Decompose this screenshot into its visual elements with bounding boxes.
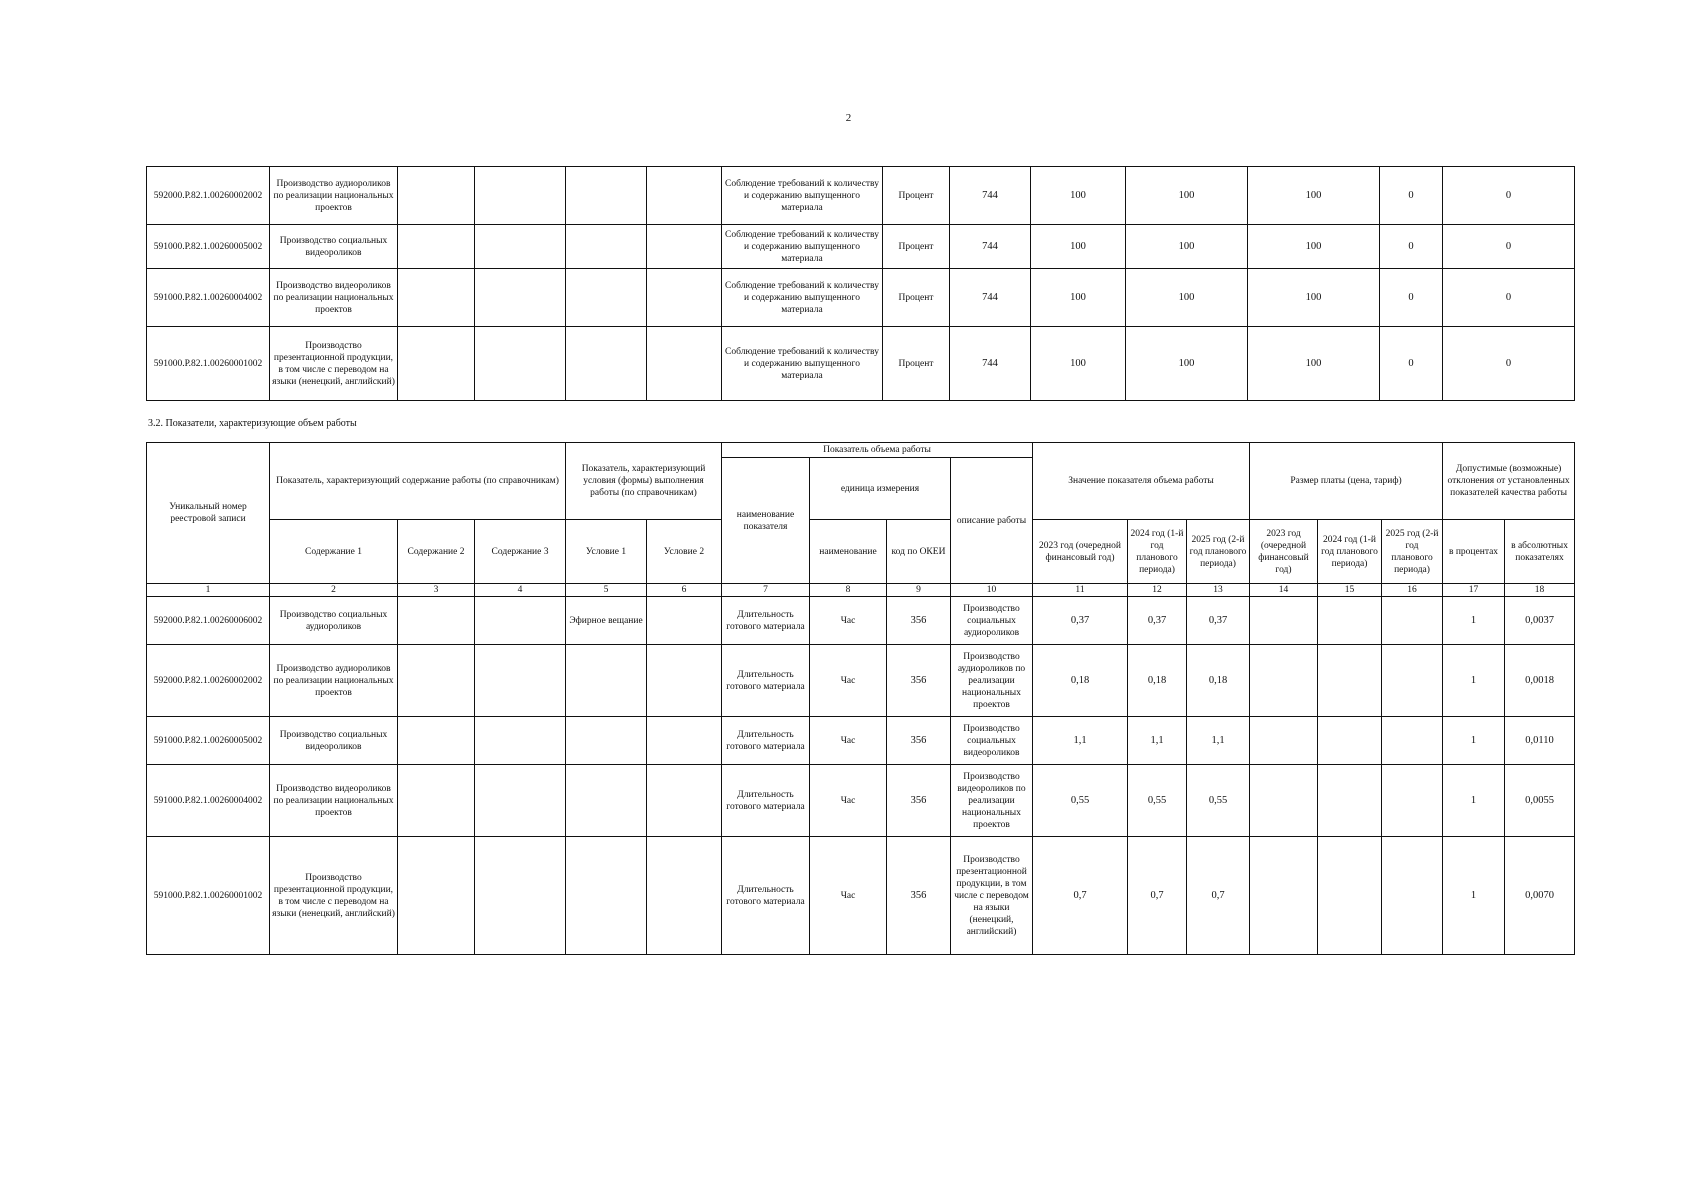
column-number-cell: 8 bbox=[810, 584, 887, 597]
condition1-cell bbox=[566, 765, 647, 837]
table-row bbox=[147, 327, 1575, 401]
deviation-abs-cell: 0 bbox=[1443, 225, 1575, 269]
value-2024-cell: 0,55 bbox=[1128, 765, 1187, 837]
value-2023-cell: 0,7 bbox=[1033, 837, 1128, 955]
work-description-cell: Производство социальных аудиороликов bbox=[951, 597, 1033, 645]
deviation-pct-cell: 1 bbox=[1443, 837, 1505, 955]
empty-cell bbox=[566, 167, 647, 225]
fee-2024-cell bbox=[1318, 717, 1382, 765]
empty-cell bbox=[647, 765, 722, 837]
column-number-cell: 1 bbox=[147, 584, 270, 597]
header-fee2024: 2024 год (1-й год планового периода) bbox=[1318, 520, 1382, 584]
header-condition-group: Показатель, характеризующий условия (формы) выполнения работы (по справочникам) bbox=[566, 443, 722, 520]
column-number-cell: 16 bbox=[1382, 584, 1443, 597]
value-2023-cell: 1,1 bbox=[1033, 717, 1128, 765]
okei-cell: 356 bbox=[887, 717, 951, 765]
table-row bbox=[147, 765, 1575, 837]
registry-code-cell: 591000.Р.82.1.00260005002 bbox=[147, 225, 270, 269]
header-unit-group: единица измерения bbox=[810, 458, 951, 520]
value-2023-cell: 0,37 bbox=[1033, 597, 1128, 645]
fee-2025-cell bbox=[1382, 597, 1443, 645]
value-2023-cell: 100 bbox=[1031, 327, 1126, 401]
column-number-cell: 14 bbox=[1250, 584, 1318, 597]
empty-cell bbox=[398, 645, 475, 717]
content-cell: Производство презентационной продукции, в том числе с переводом на языки (ненецкий, английский) bbox=[270, 837, 398, 955]
fee-2023-cell bbox=[1250, 717, 1318, 765]
deviation-abs-cell: 0,0110 bbox=[1505, 717, 1575, 765]
table-row bbox=[147, 645, 1575, 717]
unit-cell: Час bbox=[810, 597, 887, 645]
okei-cell: 356 bbox=[887, 837, 951, 955]
empty-cell bbox=[398, 717, 475, 765]
value-2023-cell: 100 bbox=[1031, 269, 1126, 327]
fee-2023-cell bbox=[1250, 597, 1318, 645]
header-content3: Содержание 3 bbox=[475, 520, 566, 584]
content-cell: Производство аудиороликов по реализации национальных проектов bbox=[270, 167, 398, 225]
value-2025-cell: 100 bbox=[1248, 225, 1380, 269]
work-description-cell: Производство социальных видеороликов bbox=[951, 717, 1033, 765]
value-2024-cell: 1,1 bbox=[1128, 717, 1187, 765]
value-2025-cell: 100 bbox=[1248, 327, 1380, 401]
work-description-cell: Производство видеороликов по реализации национальных проектов bbox=[951, 765, 1033, 837]
empty-cell bbox=[475, 327, 566, 401]
okei-cell: 356 bbox=[887, 645, 951, 717]
deviation-abs-cell: 0,0070 bbox=[1505, 837, 1575, 955]
indicator-cell: Соблюдение требований к количеству и содержанию выпущенного материала bbox=[722, 167, 883, 225]
fee-2024-cell bbox=[1318, 645, 1382, 717]
empty-cell bbox=[647, 269, 722, 327]
value-2025-cell: 0,7 bbox=[1187, 837, 1250, 955]
unit-cell: Час bbox=[810, 717, 887, 765]
registry-code-cell: 592000.Р.82.1.00260002002 bbox=[147, 645, 270, 717]
value-2024-cell: 100 bbox=[1126, 167, 1248, 225]
unit-cell: Час bbox=[810, 837, 887, 955]
empty-cell bbox=[475, 597, 566, 645]
column-number-row bbox=[147, 584, 1575, 597]
empty-cell bbox=[475, 837, 566, 955]
fee-2024-cell bbox=[1318, 765, 1382, 837]
unit-cell: Час bbox=[810, 645, 887, 717]
empty-cell bbox=[398, 269, 475, 327]
value-2024-cell: 100 bbox=[1126, 269, 1248, 327]
table-row bbox=[147, 717, 1575, 765]
okei-cell: 356 bbox=[887, 597, 951, 645]
deviation-pct-cell: 1 bbox=[1443, 645, 1505, 717]
value-2025-cell: 1,1 bbox=[1187, 717, 1250, 765]
header-condition1: Условие 1 bbox=[566, 520, 647, 584]
value-2024-cell: 0,7 bbox=[1128, 837, 1187, 955]
value-2023-cell: 0,18 bbox=[1033, 645, 1128, 717]
registry-code-cell: 591000.Р.82.1.00260004002 bbox=[147, 269, 270, 327]
value-2024-cell: 0,37 bbox=[1128, 597, 1187, 645]
empty-cell bbox=[647, 645, 722, 717]
section-title: 3.2. Показатели, характеризующие объем работы bbox=[148, 418, 357, 429]
empty-cell bbox=[475, 167, 566, 225]
value-2025-cell: 100 bbox=[1248, 269, 1380, 327]
fee-2025-cell bbox=[1382, 765, 1443, 837]
column-number-cell: 3 bbox=[398, 584, 475, 597]
indicator-cell: Длительность готового материала bbox=[722, 597, 810, 645]
fee-2025-cell bbox=[1382, 837, 1443, 955]
quality-indicators-table bbox=[146, 166, 1575, 401]
header-fee2023: 2023 год (очередной финансовый год) bbox=[1250, 520, 1318, 584]
header-value2025: 2025 год (2-й год планового периода) bbox=[1187, 520, 1250, 584]
deviation-pct-cell: 1 bbox=[1443, 597, 1505, 645]
empty-cell bbox=[398, 225, 475, 269]
fee-2025-cell bbox=[1382, 645, 1443, 717]
header-content-group: Показатель, характеризующий содержание работы (по справочникам) bbox=[270, 443, 566, 520]
column-number-cell: 2 bbox=[270, 584, 398, 597]
header-fee2025: 2025 год (2-й год планового периода) bbox=[1382, 520, 1443, 584]
unit-cell: Процент bbox=[883, 167, 950, 225]
empty-cell bbox=[647, 327, 722, 401]
header-content1: Содержание 1 bbox=[270, 520, 398, 584]
header-fee-group: Размер платы (цена, тариф) bbox=[1250, 443, 1443, 520]
okei-cell: 744 bbox=[950, 327, 1031, 401]
header-okei-code: код по ОКЕИ bbox=[887, 520, 951, 584]
header-dev-abs: в абсолютных показателях bbox=[1505, 520, 1575, 584]
column-number-cell: 15 bbox=[1318, 584, 1382, 597]
value-2023-cell: 100 bbox=[1031, 225, 1126, 269]
okei-cell: 744 bbox=[950, 269, 1031, 327]
content-cell: Производство социальных видеороликов bbox=[270, 225, 398, 269]
unit-cell: Час bbox=[810, 765, 887, 837]
indicator-cell: Соблюдение требований к количеству и содержанию выпущенного материала bbox=[722, 327, 883, 401]
indicator-cell: Соблюдение требований к количеству и содержанию выпущенного материала bbox=[722, 225, 883, 269]
value-2024-cell: 100 bbox=[1126, 225, 1248, 269]
column-number-cell: 6 bbox=[647, 584, 722, 597]
empty-cell bbox=[475, 269, 566, 327]
header-volume-group: Показатель объема работы bbox=[722, 443, 1033, 458]
empty-cell bbox=[647, 597, 722, 645]
value-2025-cell: 100 bbox=[1248, 167, 1380, 225]
empty-cell bbox=[647, 717, 722, 765]
header-work-description: описание работы bbox=[951, 458, 1033, 584]
condition1-cell bbox=[566, 717, 647, 765]
empty-cell bbox=[475, 225, 566, 269]
indicator-cell: Длительность готового материала bbox=[722, 645, 810, 717]
column-number-cell: 9 bbox=[887, 584, 951, 597]
header-indicator-name: наименование показателя bbox=[722, 458, 810, 584]
header-value2024: 2024 год (1-й год планового периода) bbox=[1128, 520, 1187, 584]
okei-cell: 356 bbox=[887, 765, 951, 837]
value-2023-cell: 100 bbox=[1031, 167, 1126, 225]
table-row bbox=[147, 837, 1575, 955]
empty-cell bbox=[566, 269, 647, 327]
volume-indicators-table bbox=[146, 442, 1575, 955]
empty-cell bbox=[475, 717, 566, 765]
unit-cell: Процент bbox=[883, 225, 950, 269]
deviation-abs-cell: 0 bbox=[1443, 167, 1575, 225]
empty-cell bbox=[566, 327, 647, 401]
deviation-abs-cell: 0 bbox=[1443, 327, 1575, 401]
deviation-abs-cell: 0,0018 bbox=[1505, 645, 1575, 717]
fee-2025-cell bbox=[1382, 717, 1443, 765]
header-content2: Содержание 2 bbox=[398, 520, 475, 584]
condition1-cell: Эфирное вещание bbox=[566, 597, 647, 645]
column-number-cell: 10 bbox=[951, 584, 1033, 597]
value-2025-cell: 0,18 bbox=[1187, 645, 1250, 717]
column-number-cell: 7 bbox=[722, 584, 810, 597]
column-number-cell: 4 bbox=[475, 584, 566, 597]
header-dev-pct: в процентах bbox=[1443, 520, 1505, 584]
indicator-cell: Длительность готового материала bbox=[722, 717, 810, 765]
table-row bbox=[147, 167, 1575, 225]
header-condition2: Условие 2 bbox=[647, 520, 722, 584]
work-description-cell: Производство аудиороликов по реализации национальных проектов bbox=[951, 645, 1033, 717]
registry-code-cell: 591000.Р.82.1.00260005002 bbox=[147, 717, 270, 765]
unit-cell: Процент bbox=[883, 327, 950, 401]
header-unique-number: Уникальный номер реестровой записи bbox=[147, 443, 270, 584]
indicator-cell: Длительность готового материала bbox=[722, 765, 810, 837]
empty-cell bbox=[398, 597, 475, 645]
value-2025-cell: 0,37 bbox=[1187, 597, 1250, 645]
indicator-cell: Соблюдение требований к количеству и содержанию выпущенного материала bbox=[722, 269, 883, 327]
empty-cell bbox=[475, 765, 566, 837]
registry-code-cell: 592000.Р.82.1.00260002002 bbox=[147, 167, 270, 225]
header-value-group: Значение показателя объема работы bbox=[1033, 443, 1250, 520]
empty-cell bbox=[647, 225, 722, 269]
empty-cell bbox=[647, 837, 722, 955]
registry-code-cell: 591000.Р.82.1.00260004002 bbox=[147, 765, 270, 837]
table-row bbox=[147, 225, 1575, 269]
deviation-pct-cell: 0 bbox=[1380, 167, 1443, 225]
column-number-cell: 13 bbox=[1187, 584, 1250, 597]
fee-2024-cell bbox=[1318, 597, 1382, 645]
fee-2023-cell bbox=[1250, 645, 1318, 717]
column-number-cell: 11 bbox=[1033, 584, 1128, 597]
unit-cell: Процент bbox=[883, 269, 950, 327]
header-value2023: 2023 год (очередной финансовый год) bbox=[1033, 520, 1128, 584]
content-cell: Производство социальных видеороликов bbox=[270, 717, 398, 765]
deviation-pct-cell: 1 bbox=[1443, 765, 1505, 837]
deviation-abs-cell: 0,0037 bbox=[1505, 597, 1575, 645]
header-unit-name: наименование bbox=[810, 520, 887, 584]
registry-code-cell: 592000.Р.82.1.00260006002 bbox=[147, 597, 270, 645]
table-row bbox=[147, 269, 1575, 327]
empty-cell bbox=[566, 225, 647, 269]
value-2024-cell: 0,18 bbox=[1128, 645, 1187, 717]
okei-cell: 744 bbox=[950, 225, 1031, 269]
content-cell: Производство аудиороликов по реализации национальных проектов bbox=[270, 645, 398, 717]
registry-code-cell: 591000.Р.82.1.00260001002 bbox=[147, 327, 270, 401]
fee-2023-cell bbox=[1250, 837, 1318, 955]
condition1-cell bbox=[566, 837, 647, 955]
fee-2024-cell bbox=[1318, 837, 1382, 955]
column-number-cell: 17 bbox=[1443, 584, 1505, 597]
column-number-cell: 5 bbox=[566, 584, 647, 597]
content-cell: Производство видеороликов по реализации национальных проектов bbox=[270, 269, 398, 327]
header-deviation-group: Допустимые (возможные) отклонения от установленных показателей качества работы bbox=[1443, 443, 1575, 520]
empty-cell bbox=[398, 327, 475, 401]
content-cell: Производство видеороликов по реализации национальных проектов bbox=[270, 765, 398, 837]
okei-cell: 744 bbox=[950, 167, 1031, 225]
empty-cell bbox=[398, 837, 475, 955]
deviation-abs-cell: 0,0055 bbox=[1505, 765, 1575, 837]
registry-code-cell: 591000.Р.82.1.00260001002 bbox=[147, 837, 270, 955]
empty-cell bbox=[398, 167, 475, 225]
deviation-pct-cell: 0 bbox=[1380, 269, 1443, 327]
content-cell: Производство презентационной продукции, в том числе с переводом на языки (ненецкий, английский) bbox=[270, 327, 398, 401]
fee-2023-cell bbox=[1250, 765, 1318, 837]
column-number-cell: 12 bbox=[1128, 584, 1187, 597]
column-number-cell: 18 bbox=[1505, 584, 1575, 597]
condition1-cell bbox=[566, 645, 647, 717]
indicator-cell: Длительность готового материала bbox=[722, 837, 810, 955]
deviation-pct-cell: 0 bbox=[1380, 225, 1443, 269]
page-number: 2 bbox=[845, 112, 852, 124]
empty-cell bbox=[475, 645, 566, 717]
content-cell: Производство социальных аудиороликов bbox=[270, 597, 398, 645]
empty-cell bbox=[398, 765, 475, 837]
deviation-pct-cell: 1 bbox=[1443, 717, 1505, 765]
deviation-abs-cell: 0 bbox=[1443, 269, 1575, 327]
empty-cell bbox=[647, 167, 722, 225]
work-description-cell: Производство презентационной продукции, в том числе с переводом на языки (ненецкий, английский) bbox=[951, 837, 1033, 955]
value-2023-cell: 0,55 bbox=[1033, 765, 1128, 837]
table-row bbox=[147, 597, 1575, 645]
value-2024-cell: 100 bbox=[1126, 327, 1248, 401]
deviation-pct-cell: 0 bbox=[1380, 327, 1443, 401]
value-2025-cell: 0,55 bbox=[1187, 765, 1250, 837]
